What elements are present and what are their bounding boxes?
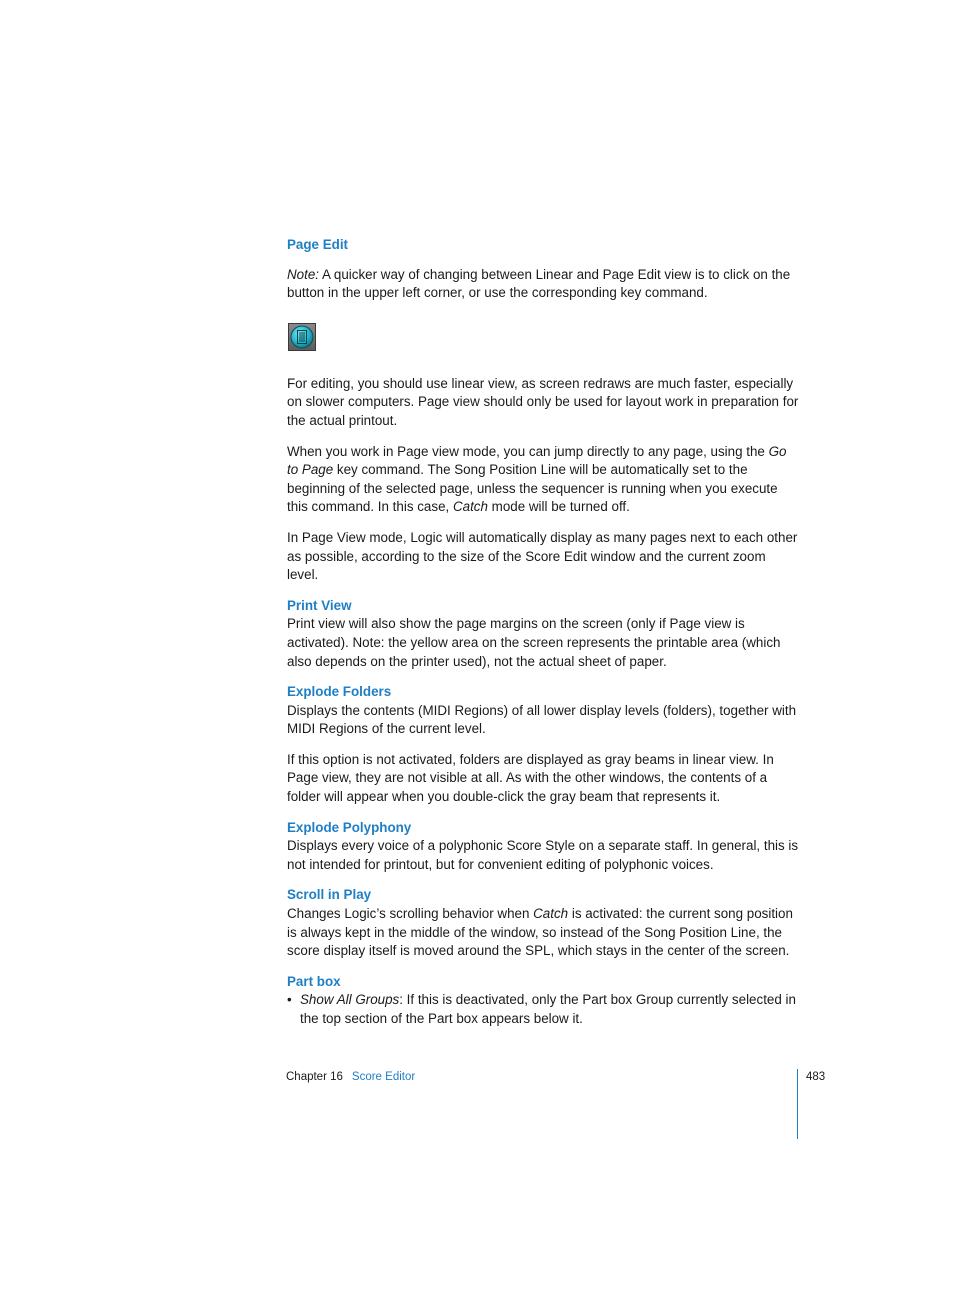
bullet-text xyxy=(300,991,799,1028)
page-footer xyxy=(286,1069,415,1085)
page-edit-paragraph-1: For editing, you should use linear view, as screen redraws are much faster, especially on slower computers. Page view should only be used for layout work in preparation for the actual printout. xyxy=(287,375,799,428)
print-view-paragraph: Print view will also show the page margins on the screen (only if Page view is activated). Note: the yellow area on the screen represents the printable area (which also depends on the printer used), not the actual sheet of paper. xyxy=(287,616,781,669)
page-content xyxy=(287,236,799,1041)
section-scroll-in-play xyxy=(287,886,799,960)
page-edit-paragraph-2 xyxy=(287,443,799,517)
section-heading-part-box: Part box xyxy=(287,973,341,989)
page-number: 483 xyxy=(806,1071,826,1083)
option-name-show-all-groups: Show All Groups xyxy=(300,992,400,1008)
section-heading-print-view: Print View xyxy=(287,597,352,613)
section-heading-page-edit: Page Edit xyxy=(287,237,349,252)
text-run: Changes Logic’s scrolling behavior when xyxy=(287,906,534,922)
text-run: : If this is deactivated, only the Part box Group currently selected in the top section of the Part box appears below it. xyxy=(300,992,796,1026)
section-explode-folders xyxy=(287,683,799,807)
note-text: A quicker way of changing between Linear and Page Edit view is to click on the button in the upper left corner, or use the corresponding key command. xyxy=(287,266,791,301)
text-run: is activated: the current song position is always kept in the middle of the window, so instead of the Song Position Line, the score display itself is moved around the SPL, which stays in the center of the screen. xyxy=(287,906,793,959)
section-explode-polyphony xyxy=(287,819,799,875)
text-run: key command. The Song Position Line will be automatically set to the beginning of the selected page, unless the sequencer is running when you execute this command. In this case, xyxy=(287,462,778,515)
bullet-symbol: • xyxy=(287,992,292,1008)
bullet-item-show-all-groups xyxy=(287,991,799,1028)
section-print-view xyxy=(287,597,799,671)
explode-folders-paragraph-2: If this option is not activated, folders are displayed as gray beams in linear view. In Page view, they are not visible at all. As with the other windows, the contents of a folder will appear when you double-click the gray beam that represents it. xyxy=(287,751,774,805)
scroll-in-play-paragraph xyxy=(287,905,799,961)
footer-divider xyxy=(797,1069,798,1139)
mode-name-catch: Catch xyxy=(533,906,569,922)
section-heading-scroll-in-play: Scroll in Play xyxy=(287,887,372,903)
explode-folders-paragraph-1: Displays the contents (MIDI Regions) of all lower display levels (folders), together with MIDI Regions of the current level. xyxy=(287,702,797,737)
page-edit-paragraph-3: In Page View mode, Logic will automatically display as many pages next to each other as possible, according to the size of the Score Edit window and the current zoom level. xyxy=(287,529,798,583)
mode-name-catch: Catch xyxy=(452,499,488,515)
note-paragraph xyxy=(287,266,799,303)
text-run: When you work in Page view mode, you can jump directly to any page, using the xyxy=(287,443,769,459)
explode-polyphony-paragraph: Displays every voice of a polyphonic Score Style on a separate staff. In general, this is not intended for printout, but for convenient editing of polyphonic voices. xyxy=(287,838,799,872)
section-heading-explode-polyphony: Explode Polyphony xyxy=(287,819,412,835)
section-heading-explode-folders: Explode Folders xyxy=(287,684,392,700)
footer-chapter: Chapter 16 xyxy=(286,1071,343,1083)
note-label: Note: xyxy=(287,266,320,282)
section-part-box xyxy=(287,973,799,1029)
footer-chapter-title: Score Editor xyxy=(351,1071,416,1083)
command-name-go-to-page: Go to Page xyxy=(287,443,787,478)
text-run: mode will be turned off. xyxy=(487,499,630,515)
page-view-button-icon[interactable] xyxy=(288,323,316,351)
